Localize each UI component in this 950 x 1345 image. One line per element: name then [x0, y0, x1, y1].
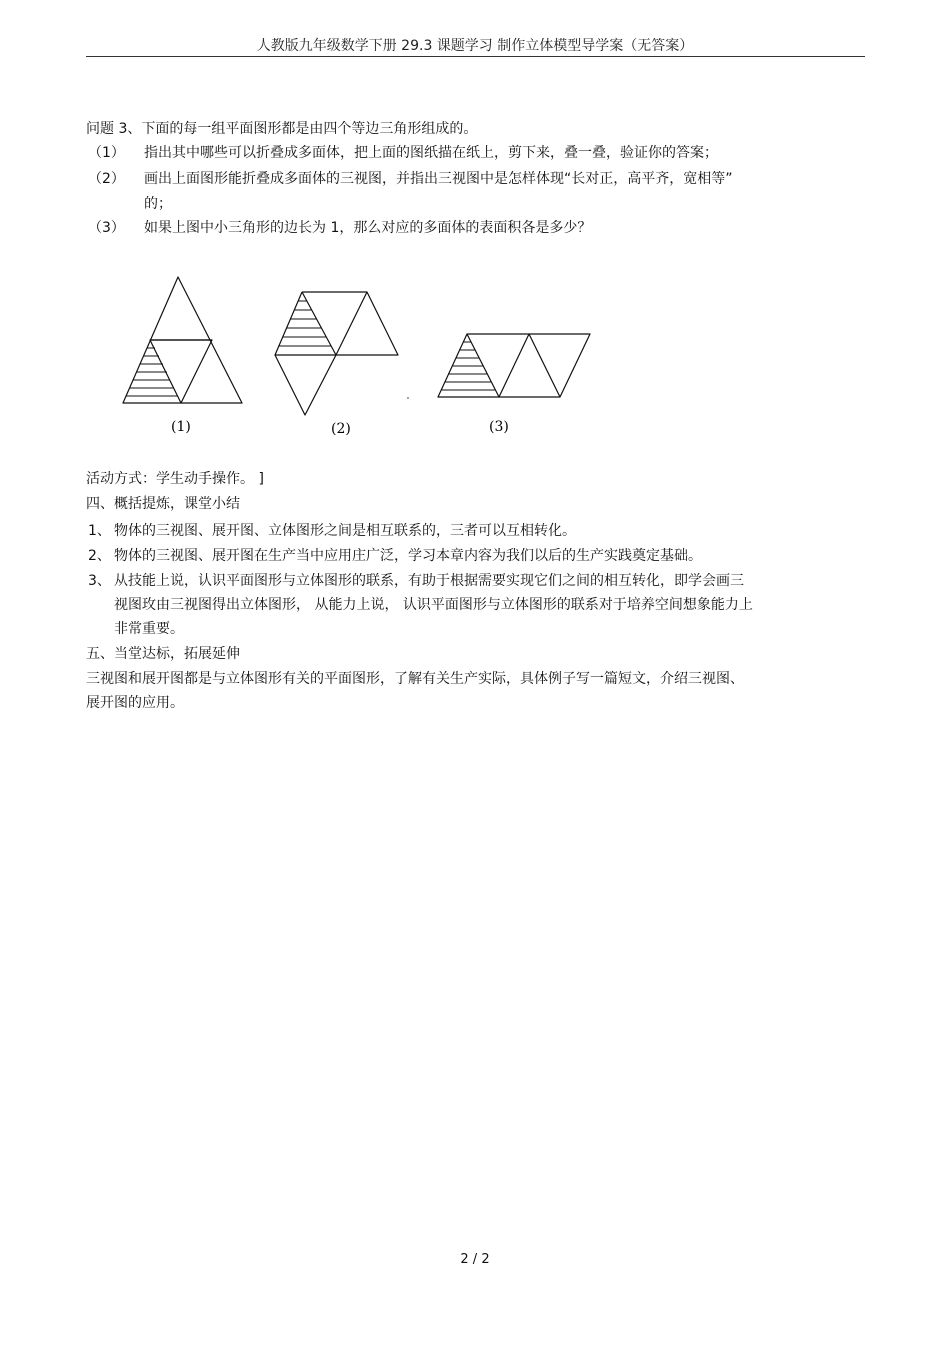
s4-item-1-number: 1、: [88, 523, 111, 539]
caption-1: (1): [171, 419, 191, 435]
q3-item-2-number: （2）: [88, 171, 125, 187]
section-5-line-2: 展开图的应用。: [86, 695, 184, 711]
section-4-title: 四、概括提炼，课堂小结: [86, 496, 240, 512]
net-3-hatching: [441, 342, 495, 390]
caption-2: (2): [331, 421, 351, 437]
q3-item-1-number: （1）: [88, 145, 125, 161]
header-rule: [86, 56, 865, 57]
q3-item-2-text: 画出上面图形能折叠成多面体的三视图，并指出三视图中是怎样体现“长对正，高平齐，宽相等”: [144, 171, 733, 187]
question-3-title: 问题 3、下面的每一组平面图形都是由四个等边三角形组成的。: [86, 121, 478, 137]
s4-item-3-line-1: 从技能上说，认识平面图形与立体图形的联系，有助于根据需要实现它们之间的相互转化，即学会画三: [114, 573, 744, 589]
net-1: [123, 277, 242, 403]
q3-item-2-continuation: 的；: [144, 196, 172, 212]
net-2: [275, 292, 398, 415]
triangle-nets-figure: [115, 270, 605, 440]
section-5-line-1: 三视图和展开图都是与立体图形有关的平面图形，了解有关生产实际，具体例子写一篇短文，介绍三视图、: [86, 671, 744, 687]
q3-item-3-number: （3）: [88, 220, 125, 236]
caption-3: (3): [489, 419, 509, 435]
s4-item-1-text: 物体的三视图、展开图、立体图形之间是相互联系的，三者可以互相转化。: [114, 523, 576, 539]
s4-item-2-number: 2、: [88, 548, 111, 564]
activity-note: 活动方式：学生动手操作。 ]: [86, 471, 264, 487]
s4-item-3-line-3: 非常重要。: [114, 621, 184, 637]
q3-item-1-text: 指出其中哪些可以折叠成多面体，把上面的图纸描在纸上，剪下来，叠一叠，验证你的答案；: [144, 145, 718, 161]
s4-item-3-number: 3、: [88, 573, 111, 589]
stray-dot: [407, 397, 409, 399]
section-5-title: 五、当堂达标，拓展延伸: [86, 646, 240, 662]
net-2-hatching: [279, 301, 331, 346]
q3-item-3-text: 如果上图中小三角形的边长为 1，那么对应的多面体的表面积各是多少？: [144, 220, 592, 236]
s4-item-3-line-2: 视图玫由三视图得出立体图形， 从能力上说， 认识平面图形与立体图形的联系对于培养空间想象能力上: [114, 597, 753, 613]
page-header: 人教版九年级数学下册 29.3 课题学习 制作立体模型导学案（无答案）: [256, 38, 694, 54]
net-1-hatching: [126, 348, 178, 396]
page-number: 2 / 2: [460, 1252, 490, 1267]
s4-item-2-text: 物体的三视图、展开图在生产当中应用庄广泛，学习本章内容为我们以后的生产实践奠定基础。: [114, 548, 702, 564]
